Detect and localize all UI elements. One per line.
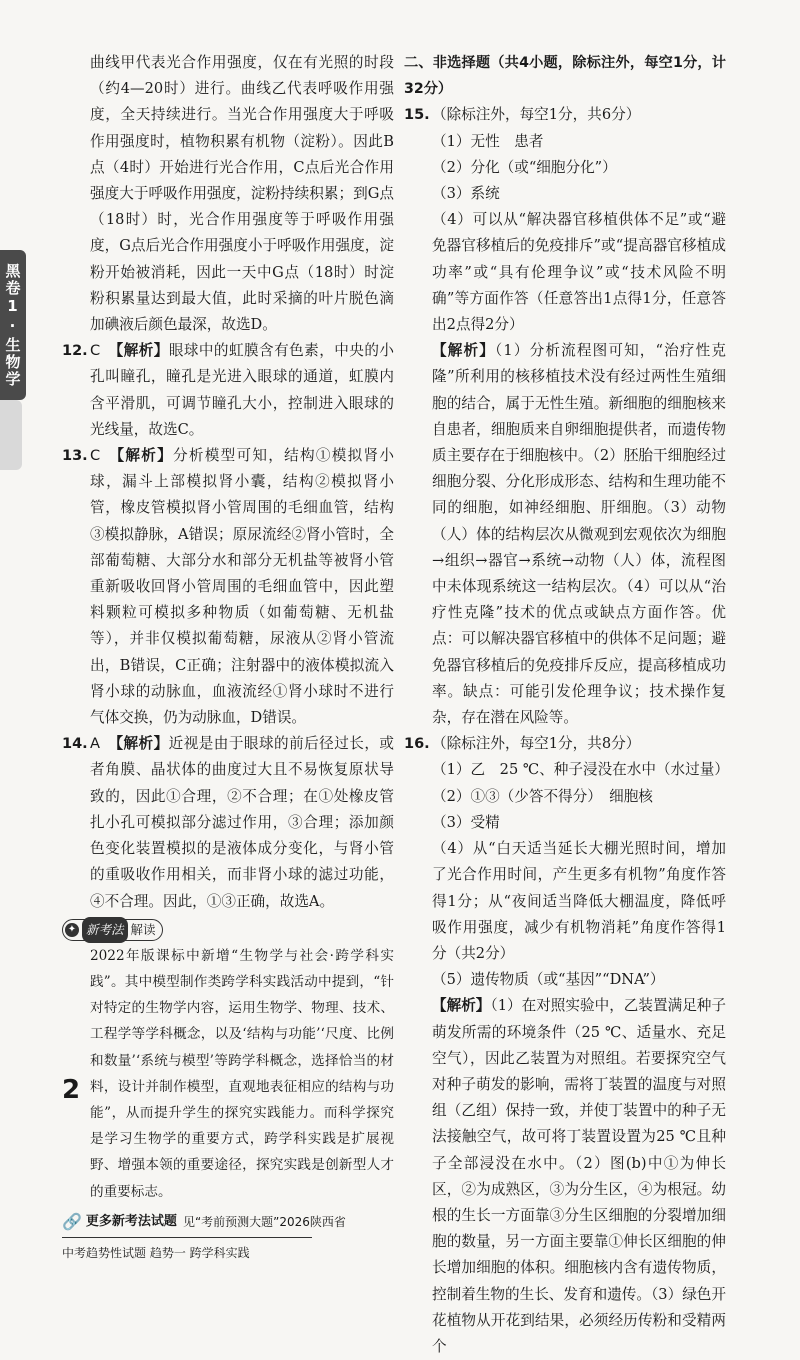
analysis-tag: 【解析】: [432, 342, 495, 360]
lightbulb-icon: ✦: [65, 923, 79, 937]
answer-3: （3）系统: [432, 185, 500, 203]
question-number: 14.: [62, 736, 88, 753]
analysis-text: 近视是由于眼球的前后径过长，或者角膜、晶状体的曲度过大且不易恢复原状导致的，因此①合理，②不合理；在①处橡皮管扎小孔可模拟部分滤过作用，③合理；添加颜色变化装置模拟的是液体成分变化，与肾小管的重吸收作用相关，而非肾小球的滤过功能，④不合理。因此，①③正确，故选A。: [90, 735, 394, 910]
question-14: [62, 731, 394, 914]
badge-label-read: 解读: [130, 921, 156, 937]
side-tab: 黑卷1·生物学: [0, 250, 26, 400]
left-column: [62, 50, 394, 1266]
analysis-text: （1）在对照实验中，乙装置满足种子萌发所需的环境条件（25 ℃、适量水、充足空气），因此乙装置为对照组。若要探究空气对种子萌发的影响，需将丁装置的温度与对照组（乙组）保持一致，并使丁装置中的种子无法接触空气，故可将丁装置设置为25 ℃且种子全部浸没在水中。（2）图(b)中①为伸长区，②为成熟区，③为分生区，④为根冠。幼根的生长一方面靠③分生区细胞的分裂增加细胞的数量，另一方面主要靠①伸长区细胞的伸长增加细胞的体积。细胞核内含有遗传物质，控制着生物的生长、发育和遗传。（3）绿色开花植物从开花到结果，必须经历传粉和受精两个: [432, 997, 726, 1355]
new-method-badge: [62, 919, 163, 941]
more-title: 更多新考法试题: [85, 1213, 177, 1229]
analysis-text: （1）分析流程图可知，“治疗性克隆”所利用的核移植技术没有经过两性生殖细胞的结合，属于无性生殖。新细胞的细胞核来自患者，细胞质来自卵细胞提供者，而遗传物质主要存在于细胞核中。（2）胚胎干细胞经过细胞分裂、分化形成形态、结构和生理功能不同的细胞，如神经细胞、肝细胞。（3）动物（人）体的结构层次从微观到宏观依次为细胞→组织→器官→系统→动物（人）体，流程图中未体现系统这一结构层次。（4）可以从“治疗性克隆”技术的优点或缺点方面作答。优点：可以解决器官移植中的供体不足问题；避免器官移植后的免疫排斥反应，提高移植成功率。缺点：可能引发伦理争议；技术操作复杂，存在潜在风险等。: [432, 342, 726, 727]
answer-1: （1）无性 患者: [432, 132, 544, 150]
analysis-tag: 【解析】: [108, 342, 169, 360]
analysis: [404, 993, 726, 1360]
analysis-tag: 【解析】: [108, 447, 173, 465]
side-tab-shade: [0, 400, 22, 470]
more-questions-link[interactable]: [62, 1209, 394, 1235]
link-icon: 🔗: [62, 1211, 82, 1231]
question-number: 15.: [404, 107, 430, 124]
analysis-tag: 【解析】: [432, 997, 491, 1015]
analysis-text: 眼球中的虹膜含有色素，中央的小孔叫瞳孔，瞳孔是光进入眼球的通道，虹膜内含平滑肌，可调节瞳孔大小，控制进入眼球的光线量，故选C。: [90, 342, 394, 438]
score-note: （除标注外，每空1分，共8分）: [432, 735, 641, 753]
analysis-tag: 【解析】: [107, 735, 169, 753]
badge-label-new: 新考法: [82, 917, 128, 943]
page-number: 2: [62, 1075, 81, 1105]
answer-4: （4）从“白天适当延长大棚光照时间，增加了光合作用时间，产生更多有机物”角度作答得1分；从“夜间适当降低大棚温度，降低呼吸作用强度，减少有机物消耗”角度作答得1分（共2分）: [432, 840, 726, 962]
answer-letter: C: [90, 342, 101, 360]
question-15: [404, 102, 726, 128]
answer-letter: A: [90, 735, 100, 753]
new-method-badge-row: [62, 919, 394, 941]
answer-5: （5）遗传物质（或“基因”“DNA”）: [432, 971, 665, 989]
answer-letter: C: [90, 447, 101, 465]
question-number: 12.: [62, 343, 88, 360]
answer-4: （4）可以从“解决器官移植供体不足”或“避免器官移植后的免疫排斥”或“提高器官移植成功率”或“具有伦理争议”或“技术风险不明确”等方面作答（任意答出1点得1分，任意答出2点得2分）: [432, 211, 726, 334]
analysis: [404, 338, 726, 731]
right-column: [404, 50, 729, 1360]
answer-2: （2）①③（少答不得分） 细胞核: [432, 787, 653, 805]
more-source: 见“考前预测大题”2026陕西省: [182, 1214, 346, 1229]
section-heading: 二、非选择题（共4小题，除标注外，每空1分，计32分）: [404, 55, 726, 98]
answer-2: （2）分化（或“细胞分化”）: [432, 158, 617, 176]
analysis-text: 分析模型可知，结构①模拟肾小球，漏斗上部模拟肾小囊，结构②模拟肾小管，橡皮管模拟肾小管周围的毛细血管，结构③模拟静脉，A错误；原尿流经②肾小管时，全部葡萄糖、大部分水和部分无机盐等被肾小管重新吸收回肾小管周围的毛细血管中，因此塑料颗粒可模拟多种物质（如葡萄糖、无机盐等），并非仅模拟葡萄糖，尿液从②肾小管流出，B错误，C正确；注射器中的液体模拟流入肾小球的动脉血，血液流经①肾小球时不进行气体交换，仍为动脉血，D错误。: [90, 447, 394, 727]
new-method-analysis: 2022年版课标中新增“生物学与社会·跨学科实践”。其中模型制作类跨学科实践活动中提到，“针对特定的生物学内容，运用生物学、物理、技术、工程学等学科概念，以及‘结构与功能’‘尺度、比例和数量’‘系统与模型’等跨学科概念，选择恰当的材料，设计并制作模型，直观地表征相应的结构与功能”，从而提升学生的探究实践能力。而科学探究是学习生物学的重要方式，跨学科实践是扩展视野、增强本领的重要途径，探究实践是创新型人才的重要标志。: [90, 947, 394, 1200]
question-12: [62, 338, 394, 443]
question-16: [404, 731, 726, 757]
answer-3: （3）受精: [432, 813, 500, 831]
question-number: 16.: [404, 736, 430, 753]
more-trend: 中考趋势性试题 趋势一 跨学科实践: [62, 1237, 312, 1266]
question-number: 13.: [62, 448, 88, 465]
question-13: [62, 443, 394, 731]
score-note: （除标注外，每空1分，共6分）: [432, 106, 641, 124]
q11-continuation: 曲线甲代表光合作用强度，仅在有光照的时段（约4—20时）进行。曲线乙代表呼吸作用强度，全天持续进行。当光合作用强度大于呼吸作用强度时，植物积累有机物（淀粉）。因此B点（4时）开始进行光合作用，C点后光合作用强度大于呼吸作用强度，淀粉持续积累；到G点（18时）时，光合作用强度等于呼吸作用强度，G点后光合作用强度小于呼吸作用强度，淀粉开始被消耗，因此一天中G点（18时）时淀粉积累量达到最大值，此时采摘的叶片脱色滴加碘液后颜色最深，故选D。: [90, 54, 394, 334]
answer-1: （1）乙 25 ℃、种子浸没在水中（水过量）: [432, 761, 729, 779]
